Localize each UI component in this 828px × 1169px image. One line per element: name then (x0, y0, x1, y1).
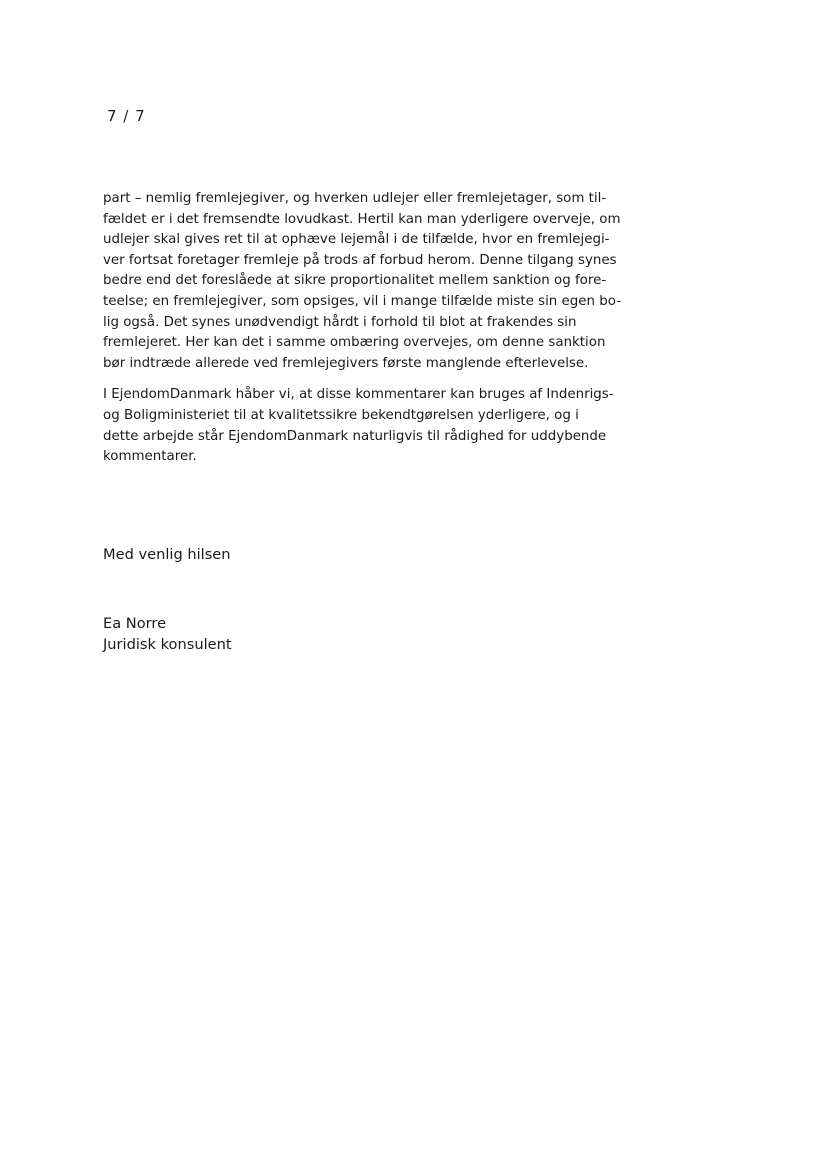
page-number: 7 / 7 (107, 107, 146, 125)
letter-body (103, 189, 683, 468)
text-line: bedre end det foreslåede at sikre proportionalitet mellem sanktion og fore- (103, 273, 607, 289)
text-line: ver fortsat foretager fremleje på trods af forbud herom. Denne tilgang synes (103, 252, 617, 268)
text-line: dette arbejde står EjendomDanmark naturligvis til rådighed for uddybende (103, 428, 607, 444)
text-line: og Boligministeriet til at kvalitetssikre bekendtgørelsen yderligere, og i (103, 407, 579, 423)
text-line: kommentarer. (103, 449, 197, 465)
signatory-name: Ea Norre (103, 615, 167, 632)
text-line: udlejer skal gives ret til at ophæve lejemål i de tilfælde, hvor en fremlejegi- (103, 232, 610, 248)
paragraph (103, 385, 683, 467)
text-line: lig også. Det synes unødvendigt hårdt i forhold til blot at frakendes sin (103, 314, 577, 330)
text-line: teelse; en fremlejegiver, som opsiges, vil i mange tilfælde miste sin egen bo- (103, 293, 622, 309)
text-line: part – nemlig fremlejegiver, og hverken udlejer eller fremlejetager, som til- (103, 191, 607, 206)
signatory-title: Juridisk konsulent (103, 636, 232, 653)
text-line: I EjendomDanmark håber vi, at disse kommentarer kan bruges af Indenrigs- (103, 387, 614, 403)
text-line: fremlejeret. Her kan det i samme ombæring overvejes, om denne sanktion (103, 335, 606, 351)
text-line: bør indtræde allerede ved fremlejegivers første manglende efterlevelse. (103, 355, 589, 371)
signature-block (103, 613, 232, 655)
text-line: fældet er i det fremsendte lovudkast. Hertil kan man yderligere overveje, om (103, 211, 621, 227)
paragraph (103, 189, 683, 374)
closing-greeting: Med venlig hilsen (103, 546, 231, 563)
paragraph-spacer (103, 374, 683, 385)
